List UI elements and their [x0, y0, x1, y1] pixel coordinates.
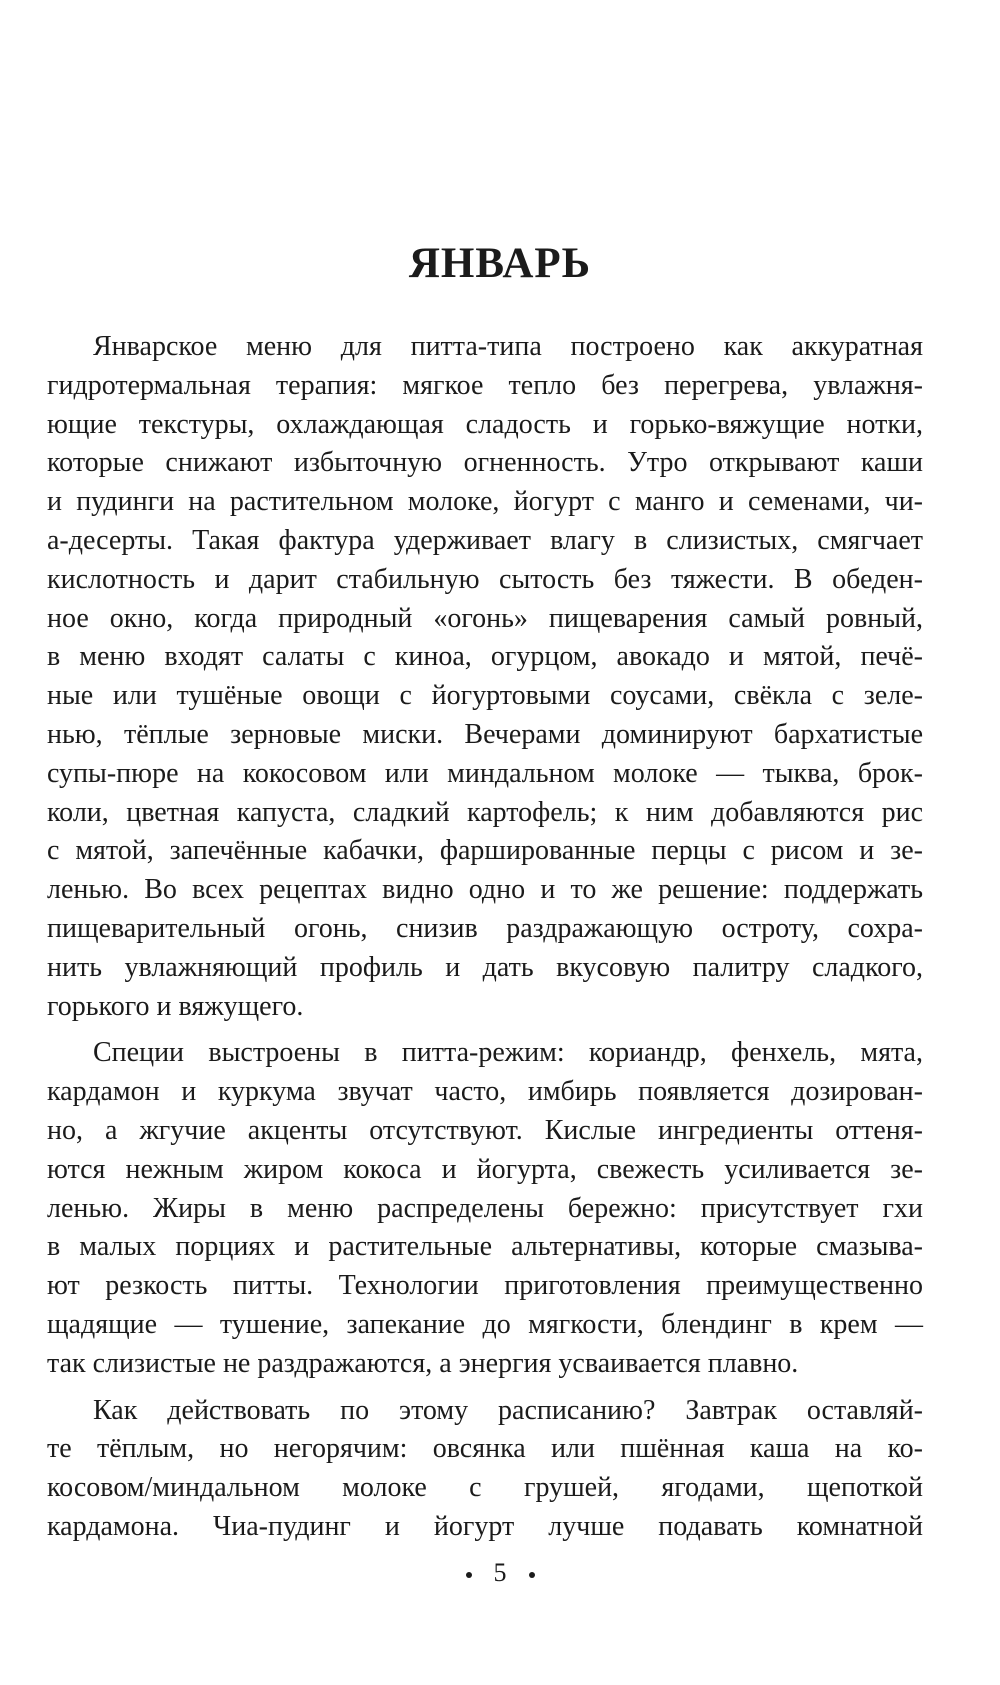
paragraph [47, 1392, 923, 1547]
page-number: 5 [493, 1558, 507, 1587]
text-line: кардамон и куркума звучат часто, имбирь появляется дозирован- [47, 1076, 923, 1108]
text-line: гидротермальная терапия: мягкое тепло без перегрева, увлажня- [47, 369, 923, 401]
text-line: супы-пюре на кокосовом или миндальном молоке — тыква, брок- [47, 757, 923, 789]
page-footer [0, 1557, 1000, 1589]
text-line: щадящие — тушение, запекание до мягкости, блендинг в крем — [47, 1308, 923, 1340]
text-line: ные или тушёные овощи с йогуртовыми соусами, свёкла с зеле- [47, 680, 923, 712]
text-line: Январское меню для питта-типа построено как аккуратная [93, 331, 923, 362]
text-line: пищеварительный огонь, снизив раздражающую остроту, сохра- [47, 912, 923, 944]
text-line: косовом/миндальном молоке с грушей, ягодами, щепоткой [47, 1472, 923, 1504]
text-line: ются нежным жиром кокоса и йогурта, свежесть усиливается зе- [47, 1153, 923, 1185]
chapter-title: ЯНВАРЬ [408, 240, 592, 287]
text-line: нью, тёплые зерновые миски. Вечерами доминируют бархатистые [47, 718, 923, 750]
text-line: Как действовать по этому расписанию? Завтрак оставляй- [93, 1394, 923, 1426]
text-line: и пудинги на растительном молоке, йогурт с манго и семенами, чи- [47, 486, 923, 518]
body-text [47, 328, 923, 1547]
footer-dot-right [529, 1572, 535, 1578]
text-line: ют резкость питты. Технологии приготовления преимущественно [47, 1270, 923, 1302]
text-line: но, а жгучие акценты отсутствуют. Кислые ингредиенты оттеня- [47, 1114, 923, 1146]
paragraph [47, 328, 923, 1026]
text-line: горького и вяжущего. [47, 990, 304, 1022]
text-line: ленью. Во всех рецептах видно одно и то же решение: поддержать [47, 874, 923, 906]
text-line: ленью. Жиры в меню распределены бережно: присутствует гхи [47, 1192, 923, 1224]
text-line: в малых порциях и растительные альтернативы, которые смазыва- [47, 1231, 923, 1263]
text-line: с мятой, запечённые кабачки, фаршированные перцы с рисом и зе- [47, 835, 923, 867]
text-line: кислотность и дарит стабильную сытость без тяжести. В обеден- [47, 563, 923, 595]
text-line: в меню входят салаты с киноа, огурцом, авокадо и мятой, печё- [47, 641, 923, 673]
text-line: нить увлажняющий профиль и дать вкусовую палитру сладкого, [47, 951, 923, 983]
paragraph-gap [47, 1384, 923, 1392]
text-line: коли, цветная капуста, сладкий картофель; к ним добавляются рис [47, 796, 923, 828]
text-line: а-десерты. Такая фактура удерживает влагу в слизистых, смягчает [47, 524, 923, 556]
text-line: ющие текстуры, охлаждающая сладость и горько-вяжущие нотки, [47, 408, 923, 440]
footer-dot-left [466, 1572, 472, 1578]
text-line: ное окно, когда природный «огонь» пищеварения самый ровный, [47, 602, 923, 634]
text-line: те тёплым, но негорячим: овсянка или пшённая каша на ко- [47, 1433, 923, 1465]
text-line: Специи выстроены в питта-режим: кориандр, фенхель, мята, [93, 1037, 923, 1069]
text-line: которые снижают избыточную огненность. Утро открывают каши [47, 447, 923, 479]
paragraph [47, 1034, 923, 1383]
text-line: так слизистые не раздражаются, а энергия усваивается плавно. [47, 1347, 799, 1379]
text-line: кардамона. Чиа-пудинг и йогурт лучше подавать комнатной [47, 1510, 923, 1542]
paragraph-gap [47, 1026, 923, 1034]
